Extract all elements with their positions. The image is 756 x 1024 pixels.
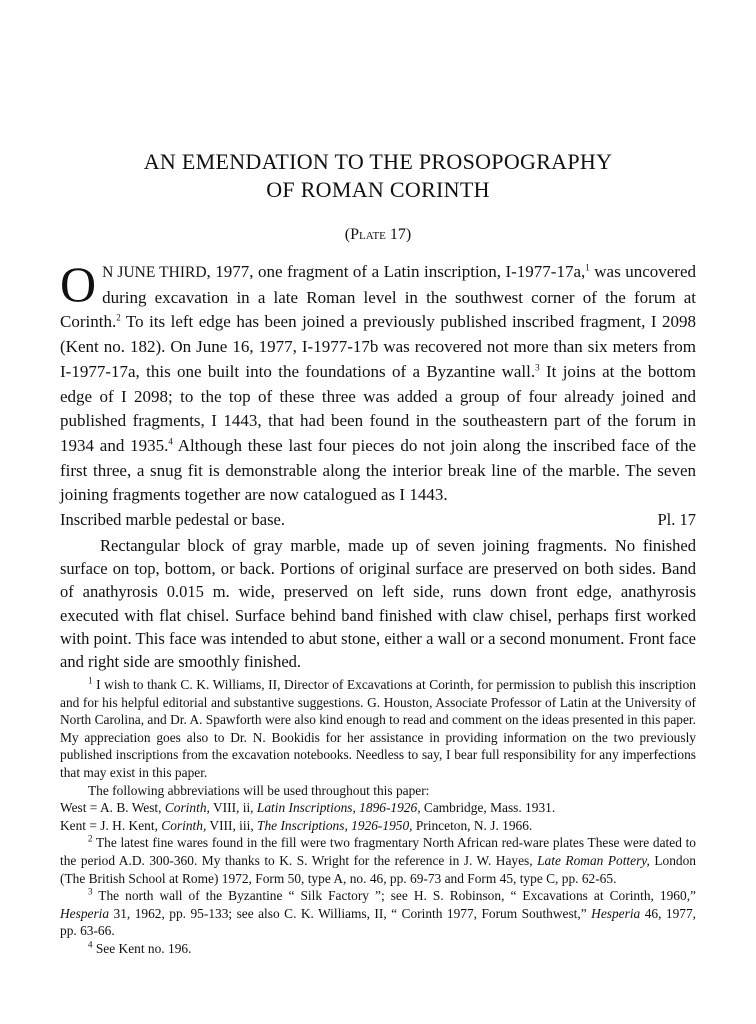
intro-text-4: It joins at the bottom edge of I 2098; to the top of these three was added a group of four already joined and published fragments, I 1443, that had been found in the southeastern part of the forum in 1934 and 1935. [60, 361, 696, 455]
footnote-1: $^1$ I wish to thank C. K. Williams, II, Director of Excavations at Corinth, for permission to publish this inscription and for his helpful editorial and substantive suggestions. G. Houston, Associate Professor of Latin at the University of North Carolina, and Dr. A. Spawforth were also kind enough to read and comment on the ideas presented in this paper. My appreciation goes also to Dr. N. Bookidis for her assistance in providing information on the two previously published inscriptions from the excavation notebooks. Needless to say, I bear full responsibility for any imperfections that may exist in this paper. [60, 675, 696, 780]
footnote-ref-1: 1 [585, 262, 590, 273]
intro-text-5: Although these last four pieces do not join along the inscribed face of the first three, a snug fit is demonstrable along the interior break line of the marble. The seven joining fragments together are now catalogued as I 1443. [60, 435, 696, 505]
intro-text-1: , 1977, one fragment of a Latin inscription, I-1977-17a, [206, 262, 586, 281]
article-title [60, 148, 696, 204]
intro-paragraph [60, 256, 696, 508]
footnote-3: $^3$ The north wall of the Byzantine “ Silk Factory ”; see H. S. Robinson, “ Excavations at Corinth, 1960,” Hesperia 31, 1962, pp. 95-133; see also C. K. Williams, II, “ Corinth 1977, Forum Southwest,” Hesperia 46, 1977, pp. 63-66. [60, 886, 697, 939]
footnote-ref-3: 3 [535, 362, 540, 373]
catalogue-heading [60, 510, 696, 530]
catalogue-description: Rectangular block of gray marble, made up of seven joining fragments. No finished surface on top, bottom, or back. Portions of original surface are preserved on both sides. Band of anathyrosis 0.015 m. wide, preserved on left side, runs down front edge, anathyrosis executed with flat chisel. Surface behind band finished with claw chisel, perhaps first worked with point. This face was intended to abut stone, either a wall or a second monument. Front face and right side are smoothly finished. [60, 536, 696, 672]
footnote-ref-2: 2 [116, 312, 121, 323]
lead-words: N JUNE THIRD [102, 264, 207, 281]
abbreviation-kent: Kent = J. H. Kent, Corinth, VIII, iii, The Inscriptions, 1926-1950, Princeton, N. J. 1966. [60, 817, 533, 833]
abbreviation-west: West = A. B. West, Corinth, VIII, ii, Latin Inscriptions, 1896-1926, Cambridge, Mass. 1931. [60, 800, 556, 816]
intro-text-3: To its left edge has been joined a previously published inscribed fragment, I 2098 (Kent no. 182). On June 16, 1977, I-1977-17b was recovered not more than six meters from I-1977-17a, this one built into the foundations of a Byzantine wall. [60, 312, 696, 381]
footnote-ref-4: 4 [168, 436, 173, 447]
intro-text-2: was uncovered during excavation in a late Roman level in the southwest corner of the forum at Corinth. [60, 262, 696, 332]
plate-reference: (Plate 17) [344, 226, 412, 243]
catalogue-plate: Pl. 17 [657, 510, 696, 529]
footnote-4: $^4$ See Kent no. 196. [88, 939, 192, 956]
abbreviations-intro: The following abbreviations will be used throughout this paper: [88, 782, 430, 798]
catalogue-label: Inscribed marble pedestal or base. [60, 510, 285, 529]
footnotes [60, 676, 696, 958]
drop-cap: O [60, 256, 97, 312]
footnote-2: $^2$ The latest fine wares found in the fill were two fragmentary North African red-ware plates These were dated to the period A.D. 300-360. My thanks to K. S. Wright for the reference in J. W. Hayes, Late Roman Pottery, London (The British School at Rome) 1972, Form 50, type A, no. 46, pp. 69-73 and Form 45, type C, pp. 62-65. [60, 833, 696, 886]
title-line-1: AN EMENDATION TO THE PROSOPOGRAPHY [143, 149, 613, 174]
title-line-2: OF ROMAN CORINTH [266, 177, 490, 202]
